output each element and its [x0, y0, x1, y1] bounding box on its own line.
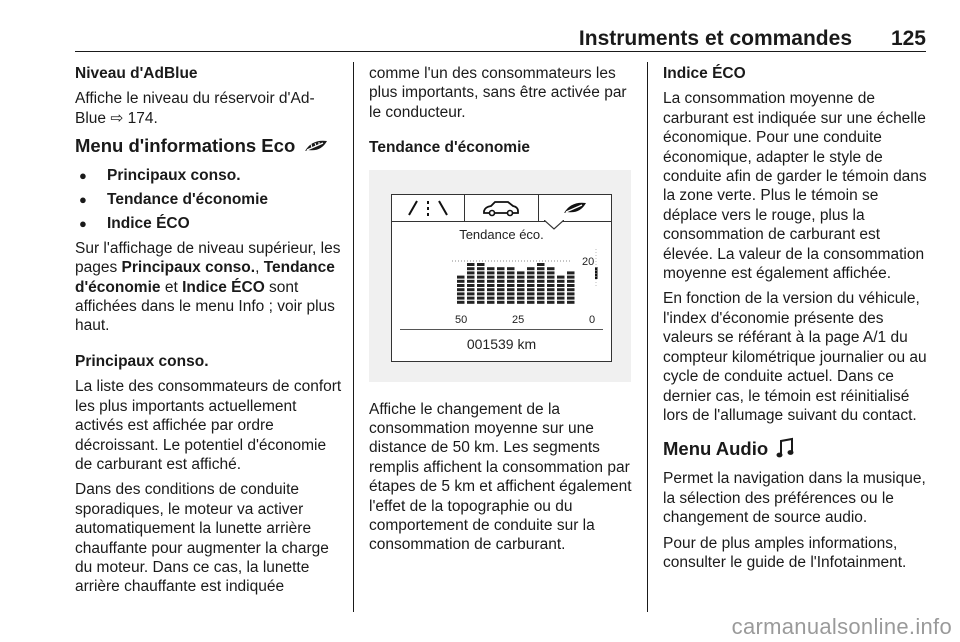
eco-trend-figure: [369, 170, 631, 382]
odometer-rule: [400, 329, 603, 330]
column-3: [663, 64, 929, 578]
display-tabs: [392, 195, 611, 222]
trend-bar: [567, 271, 575, 303]
car-tab-icon: [465, 195, 538, 221]
indice-paragraph-2: En fonction de la version du véhicule, l'index d'économie présente des valeurs se référant à la page A/1 du compteur kilométrique journalier ou au cycle de conduite actuel. Dans ce dernier cas, le témoin est réinitialisé lors de l'allumage suivant du contact.: [663, 290, 927, 424]
adblue-text: Affiche le niveau du réservoir d'Ad-Blue ⇨ 174.: [75, 90, 315, 127]
audio-menu-heading-text: Menu Audio: [663, 437, 769, 459]
trend-bar-chart: [392, 247, 611, 329]
indice-heading: Indice ÉCO: [663, 65, 746, 82]
x-axis-label: 25: [512, 313, 525, 326]
header-rule: [75, 51, 926, 52]
consumers-tab-icon: [392, 195, 465, 221]
trend-bar: [477, 263, 485, 304]
column-1: [75, 64, 343, 603]
column-divider-1: [353, 62, 354, 612]
footer-watermark: carmanualsonline.info: [731, 614, 952, 639]
leaf-icon: [303, 138, 329, 154]
trend-bar: [537, 263, 545, 304]
x-axis-label: 0: [589, 313, 596, 326]
eco-trend-display: [391, 194, 612, 362]
page-number: 125: [890, 27, 926, 50]
column-divider-2: [647, 62, 648, 612]
principaux-paragraph-1: La liste des consommateurs de confort les plus importants actuellement activés est affichée par ordre décroissant. Le potentiel d'économie de carburant est affiché.: [75, 378, 342, 473]
eco-pages-list: [75, 166, 343, 234]
x-axis-label: 50: [455, 313, 468, 326]
audio-menu-heading: [663, 437, 929, 459]
trend-bar: [497, 267, 505, 304]
audio-paragraph-1: Permet la navigation dans la musique, la sélection des préférences ou le changement de source audio.: [663, 470, 926, 527]
trend-bar: [557, 275, 565, 303]
list-item: ● Principaux conso.: [75, 166, 343, 185]
trend-bar: [527, 267, 535, 304]
adblue-heading: Niveau d'AdBlue: [75, 65, 198, 82]
audio-paragraph-2: Pour de plus amples informations, consulter le guide de l'Infotainment.: [663, 534, 907, 571]
trend-bar: [507, 267, 515, 304]
principaux-heading: Principaux conso.: [75, 352, 209, 370]
continued-text: comme l'un des consommateurs les plus importants, sans être activée par le conducteur.: [369, 65, 627, 121]
list-item: ● Indice ÉCO: [75, 214, 343, 233]
trend-bar: [457, 275, 465, 303]
column-2: [369, 64, 635, 561]
music-note-icon: [776, 437, 794, 459]
scale-max-label: 20: [582, 255, 595, 268]
list-item: ● Tendance d'économie: [75, 190, 343, 209]
odometer-readout: 001539 km: [466, 335, 537, 352]
display-title: Tendance éco.: [459, 226, 544, 242]
trend-bar: [517, 271, 525, 303]
eco-menu-heading: [75, 136, 343, 155]
trend-bar: [467, 263, 475, 304]
eco-menu-intro: Sur l'affichage de niveau supérieur, les pages Principaux conso., Tendance d'économie et Indice ÉCO sont affichées dans le menu Info ; voir plus haut.: [75, 239, 341, 335]
page-header-title: Instruments et commandes: [578, 27, 852, 50]
tendance-caption: Affiche le changement de la consommation moyenne sur une distance de 50 km. Les segments remplis affichent la consommation par étapes de 5 km et affichent également l'effet de la topographie ou du comportement de conduite sur la consommation de carburant.: [369, 400, 632, 554]
leaf-tab-icon: [539, 195, 611, 221]
indice-paragraph-1: La consommation moyenne de carburant est indiquée sur une échelle économique. Pour une conduite économique, adapter le style de conduite afin de garder le témoin dans la zone verte. Plus le témoin se déplace vers le rouge, plus la consommation de carburant est élevée. La valeur de la consommation moyenne est également affichée.: [663, 90, 927, 283]
principaux-paragraph-2: Dans des conditions de conduite sporadiques, le moteur va activer automatiquement la lunette arrière chauffante pour augmenter la charge du moteur. Dans ce cas, la lunette arrière chauffante est indiquée: [75, 481, 329, 596]
trend-bar: [487, 267, 495, 304]
trend-bar: [547, 267, 555, 304]
tendance-heading: Tendance d'économie: [369, 139, 531, 157]
eco-menu-heading-text: Menu d'informations Eco: [75, 135, 296, 157]
